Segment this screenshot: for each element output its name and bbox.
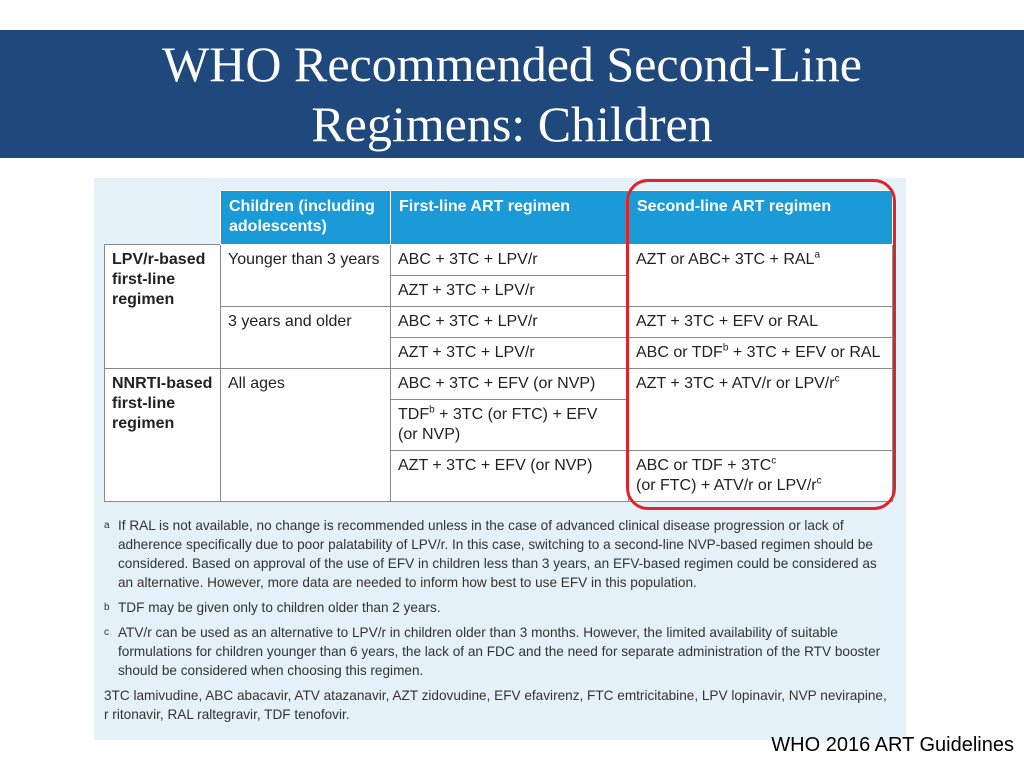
first-line-cell: $TDF^b + 3TC$ (or FTC) + EFV (or NVP) [391, 400, 629, 451]
regimen-table [104, 190, 893, 502]
first-line-cell: AZT + 3TC + EFV (or NVP) [391, 451, 629, 502]
second-line-cell: ABC or $TDF^b + 3TC$ + EFV or RAL [629, 338, 893, 369]
footnote-c [104, 623, 894, 680]
footnote-ref: a [814, 249, 820, 261]
second-line-cell: AZT + 3TC + ATV/r or LPV/$r^c$ [629, 369, 893, 451]
age-younger-than-3: Younger than 3 years [221, 245, 391, 307]
second-line-cell: ABC or TDF + $3TC^c$ (or FTC) + ATV/r or LPV/$r^c$ [629, 451, 893, 502]
first-line-cell: ABC + 3TC + LPV/r [391, 307, 629, 338]
footnote-ref: c [771, 455, 777, 467]
footnote-a [104, 516, 894, 592]
header-first-line: First-line ART regimen [391, 191, 629, 245]
nnrti-group-label: NNRTI-based first-line regimen [105, 369, 221, 502]
footnote-text: TDF may be given only to children older than 2 years. [118, 600, 441, 615]
table-row [105, 369, 893, 400]
abbreviations: 3TC lamivudine, ABC abacavir, ATV atazanavir, AZT zidovudine, EFV efavirenz, FTC emtricitabine, LPV lopinavir, NVP nevirapine, r ritonavir, RAL raltegravir, TDF tenofovir. [104, 688, 887, 722]
footnote-ref: c [816, 475, 822, 487]
header-second-line: Second-line ART regimen [629, 191, 893, 245]
footnote-b [104, 598, 894, 617]
header-blank-cell [105, 191, 221, 245]
first-line-cell: AZT + 3TC + LPV/r [391, 276, 629, 307]
second-line-cell: AZT + 3TC + EFV or RAL [629, 307, 893, 338]
footnote-text: ATV/r can be used as an alternative to LPV/r in children older than 3 months. However, the limited availability of suitable formulations for children younger than 6 years, the lack of an FDC and the need for separate administration of the RTV booster should be considered when choosing this regimen. [118, 625, 881, 678]
footnote-mark: a [104, 520, 110, 531]
table-row [105, 307, 893, 338]
first-line-cell: ABC + 3TC + LPV/r [391, 245, 629, 276]
header-children: Children (including adolescents) [221, 191, 391, 245]
footnotes [104, 516, 894, 724]
table-header-row [105, 191, 893, 245]
footnote-ref: b [722, 342, 729, 354]
second-line-cell: AZT or $ABC+ 3TC + RAL^a$ [629, 245, 893, 307]
footnote-mark: c [104, 627, 109, 638]
footnote-ref: b [429, 404, 435, 416]
guideline-panel [94, 178, 906, 740]
title-bar [0, 30, 1024, 158]
lpv-group-label: LPV/r-based first-line regimen [105, 245, 221, 369]
first-line-cell: ABC + 3TC + EFV (or NVP) [391, 369, 629, 400]
footnote-mark: b [104, 602, 110, 613]
slide-title-line-1: WHO Recommended Second-Line [162, 36, 862, 92]
source-citation: WHO 2016 ART Guidelines [771, 734, 1014, 756]
table-row [105, 245, 893, 276]
footnote-ref: c [834, 373, 840, 385]
footnote-text: If RAL is not available, no change is recommended unless in the case of advanced clinical disease progression or lack of adherence specifically due to poor palatability of LPV/r. In this case, switching to a second-line NVP-based regimen should be considered. Based on approval of the use of EFV in children less than 3 years, an EFV-based regimen could be considered as an alternative. However, more data are needed to inform how best to use EFV in this population. [118, 518, 877, 590]
age-all-ages: All ages [221, 369, 391, 502]
age-3-and-older: 3 years and older [221, 307, 391, 369]
first-line-cell: AZT + 3TC + LPV/r [391, 338, 629, 369]
slide-title-line-2: Regimens: Children [311, 96, 713, 152]
